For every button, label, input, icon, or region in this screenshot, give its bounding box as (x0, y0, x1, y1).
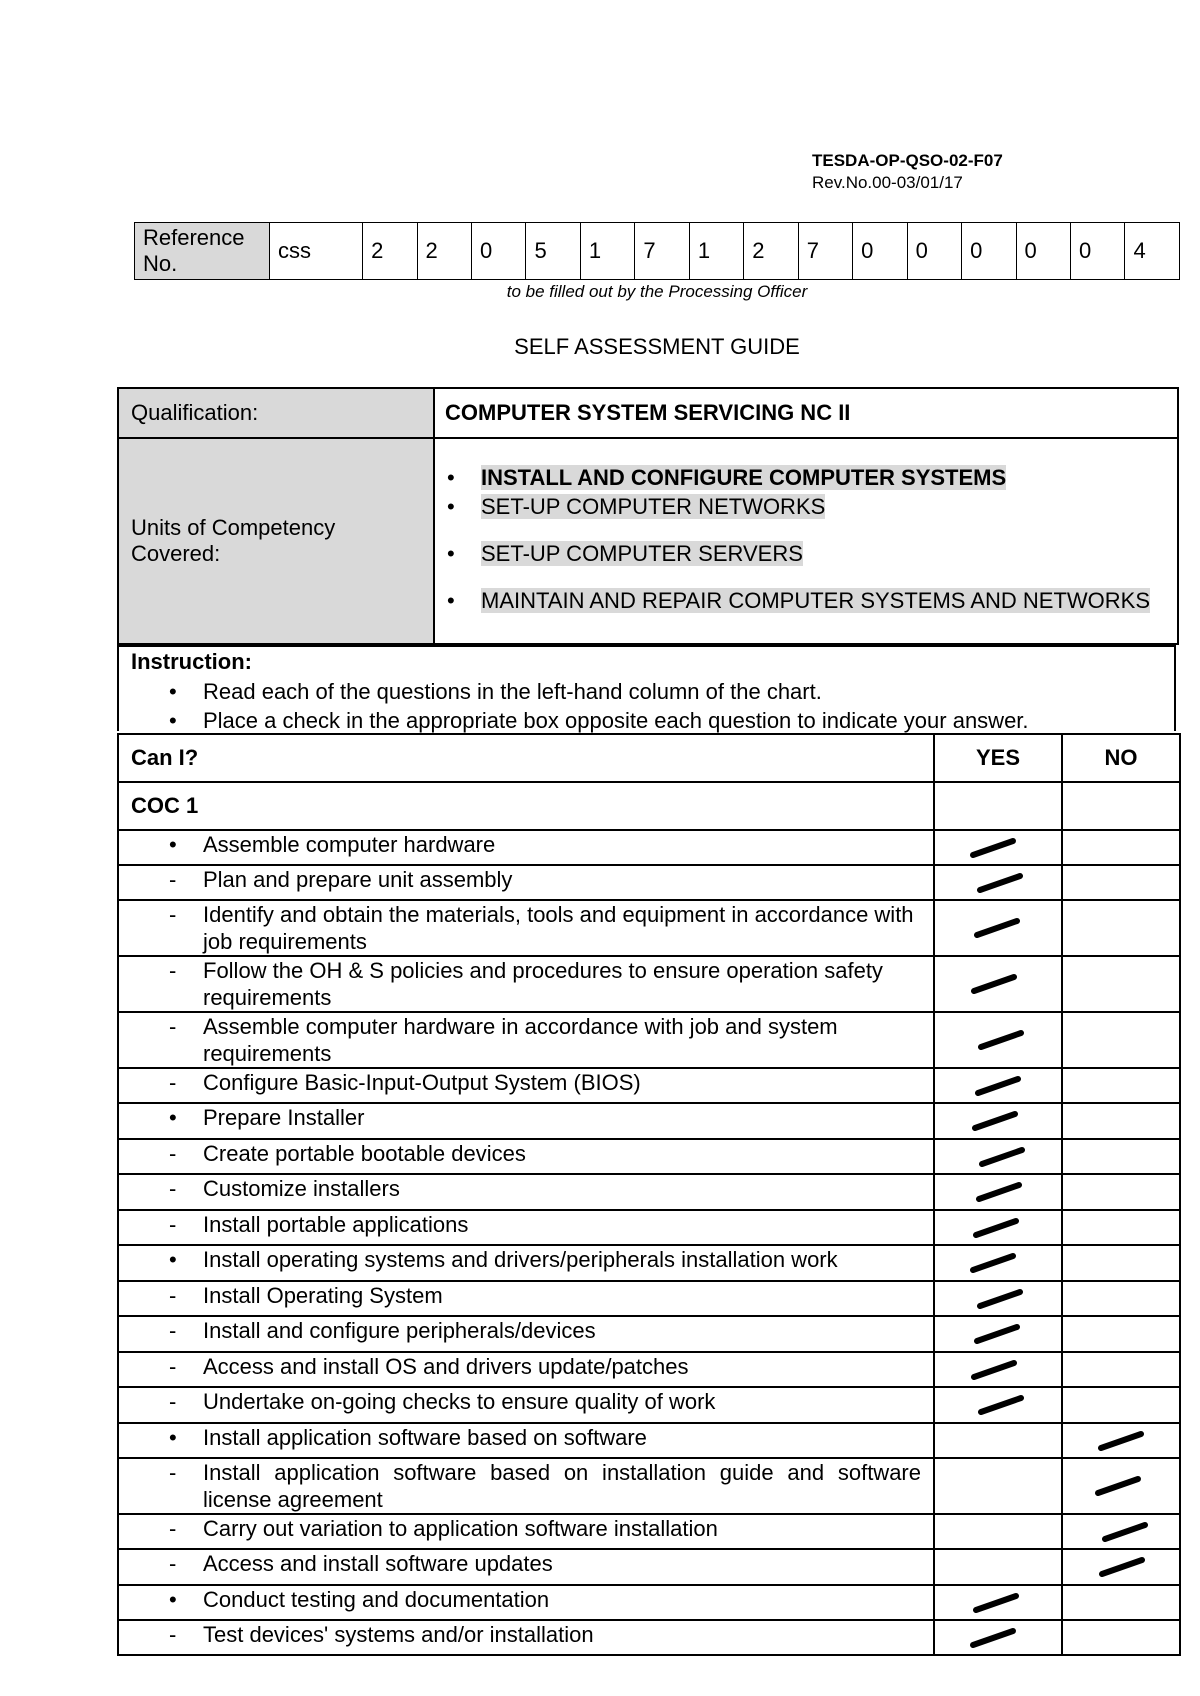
reference-digit-cell: 0 (1070, 223, 1124, 280)
reference-prefix: css (270, 223, 363, 280)
dash-marker: - (169, 1212, 177, 1237)
units-label: Units of Competency Covered: (118, 438, 434, 644)
qualification-value: COMPUTER SYSTEM SERVICING NC II (434, 388, 1178, 438)
dash-marker: - (169, 1141, 177, 1166)
checklist-question-text: Install operating systems and drivers/peripherals installation work (203, 1247, 838, 1272)
checklist-question-text: Identify and obtain the materials, tools and equipment in accordance with job requirements (203, 902, 914, 954)
no-cell[interactable] (1062, 1210, 1180, 1245)
checklist-question-text: Access and install OS and drivers update/patches (203, 1354, 689, 1379)
reference-digit-cell: 2 (363, 223, 417, 280)
column-header-can-i: Can I? (118, 734, 934, 782)
yes-cell[interactable] (934, 1423, 1062, 1458)
checklist-question-text: Install application software based on software (203, 1425, 647, 1450)
no-cell[interactable] (1062, 1387, 1180, 1423)
check-mark-icon (970, 1591, 1022, 1615)
bullet-marker: • (169, 1105, 177, 1130)
revision-number: Rev.No.00-03/01/17 (812, 173, 963, 192)
check-mark-icon (1096, 1555, 1148, 1579)
yes-cell[interactable] (934, 1585, 1062, 1620)
checklist-row (118, 1620, 1180, 1655)
dash-marker: - (169, 1516, 177, 1541)
yes-cell[interactable] (934, 1620, 1062, 1655)
checklist-question-text: Access and install software updates (203, 1551, 553, 1576)
checklist-question (118, 1458, 934, 1514)
unit-item: • MAINTAIN AND REPAIR COMPUTER SYSTEMS AND NETWORKS (447, 588, 1151, 613)
no-cell[interactable] (1062, 1352, 1180, 1387)
column-header-yes: YES (934, 734, 1062, 782)
checklist-question (118, 1514, 934, 1549)
yes-cell[interactable] (934, 1210, 1062, 1245)
units-cell (434, 438, 1178, 644)
checklist-row (118, 1423, 1180, 1458)
checklist-question (118, 1245, 934, 1281)
checklist-row (118, 1316, 1180, 1352)
checklist-question (118, 1012, 934, 1068)
column-header-no: NO (1062, 734, 1180, 782)
checklist-row (118, 956, 1180, 1012)
no-cell[interactable] (1062, 865, 1180, 900)
checklist-question (118, 1210, 934, 1245)
checklist-row (118, 1245, 1180, 1281)
checklist-question-text: Prepare Installer (203, 1105, 365, 1130)
unit-item: • INSTALL AND CONFIGURE COMPUTER SYSTEMS (447, 465, 1007, 490)
no-cell[interactable] (1062, 830, 1180, 865)
check-mark-icon (971, 1322, 1023, 1346)
no-cell[interactable] (1062, 1585, 1180, 1620)
yes-cell[interactable] (934, 1245, 1062, 1281)
checklist-question-text: Customize installers (203, 1176, 400, 1201)
checklist-row (118, 1281, 1180, 1316)
reference-digit-cell: 5 (526, 223, 580, 280)
check-mark-icon (967, 1251, 1019, 1275)
check-mark-icon (969, 1109, 1021, 1133)
form-header (812, 150, 1003, 194)
yes-cell[interactable] (934, 830, 1062, 865)
checklist-question (118, 1423, 934, 1458)
bullet-marker: • (169, 1247, 177, 1272)
checklist-question-text: Undertake on-going checks to ensure quality of work (203, 1389, 716, 1414)
dash-marker: - (169, 1460, 177, 1485)
no-cell[interactable] (1062, 900, 1180, 956)
checklist-row (118, 1174, 1180, 1210)
checklist-question (118, 1068, 934, 1103)
no-cell[interactable] (1062, 1316, 1180, 1352)
form-code: TESDA-OP-QSO-02-F07 (812, 151, 1003, 170)
check-mark-icon (967, 1626, 1019, 1650)
reference-digit-cell: 7 (635, 223, 689, 280)
qualification-table (117, 387, 1179, 645)
checklist-question (118, 1139, 934, 1174)
reference-digit-cell: 0 (962, 223, 1016, 280)
checklist-question-text: Carry out variation to application software installation (203, 1516, 718, 1541)
self-assessment-checklist (117, 733, 1181, 1656)
check-mark-icon (974, 1287, 1026, 1311)
yes-cell[interactable] (934, 956, 1062, 1012)
yes-cell[interactable] (934, 1458, 1062, 1514)
checklist-question (118, 865, 934, 900)
instruction-item: • Place a check in the appropriate box opposite each question to indicate your answer. (169, 708, 1029, 733)
yes-cell[interactable] (934, 782, 1062, 830)
bullet-marker: • (169, 1425, 177, 1450)
reference-digit-cell: 1 (580, 223, 634, 280)
no-cell[interactable] (1062, 1549, 1180, 1585)
checklist-row (118, 1549, 1180, 1585)
no-cell[interactable] (1062, 1068, 1180, 1103)
checklist-row (118, 1103, 1180, 1139)
checklist-question (118, 1620, 934, 1655)
reference-digit-cell: 4 (1125, 223, 1180, 280)
check-mark-icon (975, 1028, 1027, 1052)
yes-cell[interactable] (934, 1139, 1062, 1174)
reference-digit-cell: 2 (744, 223, 798, 280)
yes-cell[interactable] (934, 1514, 1062, 1549)
checklist-question (118, 1585, 934, 1620)
check-mark-icon (976, 1145, 1028, 1169)
reference-digit-cell: 7 (798, 223, 852, 280)
checklist-row (118, 1514, 1180, 1549)
checklist-row (118, 865, 1180, 900)
dash-marker: - (169, 1622, 177, 1647)
checklist-row (118, 1012, 1180, 1068)
checklist-row (118, 1139, 1180, 1174)
checklist-question-text: Install application software based on installation guide and software license agreement (203, 1460, 921, 1512)
checklist-row (118, 1352, 1180, 1387)
dash-marker: - (169, 1176, 177, 1201)
check-mark-icon (968, 972, 1020, 996)
checklist-question-text: Install portable applications (203, 1212, 469, 1237)
no-cell[interactable] (1062, 1139, 1180, 1174)
check-mark-icon (1099, 1520, 1151, 1544)
checklist-question-text: Conduct testing and documentation (203, 1587, 550, 1612)
unit-item: • SET-UP COMPUTER SERVERS (447, 541, 803, 566)
yes-cell[interactable] (934, 1549, 1062, 1585)
checklist-question (118, 1103, 934, 1139)
units-list (445, 459, 1167, 623)
yes-cell[interactable] (934, 1352, 1062, 1387)
reference-number-table (134, 222, 1180, 280)
yes-cell[interactable] (934, 1387, 1062, 1423)
checklist-header-row (118, 734, 1180, 782)
checklist-row (118, 1068, 1180, 1103)
checklist-question (118, 1281, 934, 1316)
checklist-question (118, 830, 934, 865)
instruction-list (131, 677, 1162, 735)
check-mark-icon (975, 1393, 1027, 1417)
checklist-row (118, 1585, 1180, 1620)
instruction-title: Instruction: (131, 649, 252, 674)
checklist-question-text: Create portable bootable devices (203, 1141, 526, 1166)
dash-marker: - (169, 1389, 177, 1414)
yes-cell[interactable] (934, 1068, 1062, 1103)
section-label: COC 1 (118, 782, 934, 830)
check-mark-icon (1095, 1429, 1147, 1453)
check-mark-icon (1092, 1474, 1144, 1498)
check-mark-icon (971, 916, 1023, 940)
no-cell[interactable] (1062, 1174, 1180, 1210)
yes-cell[interactable] (934, 1281, 1062, 1316)
bullet-marker: • (169, 1587, 177, 1612)
dash-marker: - (169, 867, 177, 892)
check-mark-icon (968, 1358, 1020, 1382)
no-cell[interactable] (1062, 956, 1180, 1012)
no-cell[interactable] (1062, 782, 1180, 830)
reference-digit-cell: 1 (689, 223, 743, 280)
yes-cell[interactable] (934, 1316, 1062, 1352)
checklist-question-text: Configure Basic-Input-Output System (BIOS) (203, 1070, 641, 1095)
checklist-question-text: Assemble computer hardware (203, 832, 496, 857)
checklist-row (118, 1387, 1180, 1423)
no-cell[interactable] (1062, 1245, 1180, 1281)
dash-marker: - (169, 958, 177, 983)
checklist-row (118, 1458, 1180, 1514)
no-cell[interactable] (1062, 1103, 1180, 1139)
yes-cell[interactable] (934, 865, 1062, 900)
check-mark-icon (973, 1180, 1025, 1204)
processing-officer-note: to be filled out by the Processing Officer (506, 282, 808, 301)
yes-cell[interactable] (934, 1103, 1062, 1139)
dash-marker: - (169, 1283, 177, 1308)
reference-digit-cell: 2 (417, 223, 471, 280)
no-cell[interactable] (1062, 1423, 1180, 1458)
dash-marker: - (169, 1354, 177, 1379)
dash-marker: - (169, 1070, 177, 1095)
check-mark-icon (967, 836, 1019, 860)
checklist-question (118, 1549, 934, 1585)
checklist-question (118, 1316, 934, 1352)
checklist-row (118, 1210, 1180, 1245)
checklist-question (118, 1352, 934, 1387)
unit-item: • SET-UP COMPUTER NETWORKS (447, 494, 826, 519)
checklist-row (118, 830, 1180, 865)
checklist-question (118, 1174, 934, 1210)
check-mark-icon (970, 1216, 1022, 1240)
checklist-question (118, 1387, 934, 1423)
reference-digit-cell: 0 (1016, 223, 1070, 280)
dash-marker: - (169, 1551, 177, 1576)
checklist-question-text: Install Operating System (203, 1283, 443, 1308)
reference-digit-cell: 0 (853, 223, 907, 280)
no-cell[interactable] (1062, 1012, 1180, 1068)
section-row (118, 782, 1180, 830)
checklist-question (118, 900, 934, 956)
check-mark-icon (972, 1074, 1024, 1098)
no-cell[interactable] (1062, 1620, 1180, 1655)
reference-digit-cell: 0 (472, 223, 526, 280)
check-mark-icon (974, 871, 1026, 895)
reference-digit-cell: 0 (907, 223, 961, 280)
reference-label: Reference No. (135, 223, 270, 280)
instruction-item: • Read each of the questions in the left-hand column of the chart. (169, 679, 822, 704)
qualification-label: Qualification: (118, 388, 434, 438)
dash-marker: - (169, 1014, 177, 1039)
dash-marker: - (169, 902, 177, 927)
dash-marker: - (169, 1318, 177, 1343)
checklist-question-text: Assemble computer hardware in accordance with job and system requirements (203, 1014, 838, 1066)
yes-cell[interactable] (934, 1012, 1062, 1068)
yes-cell[interactable] (934, 1174, 1062, 1210)
checklist-question (118, 956, 934, 1012)
document-title: SELF ASSESSMENT GUIDE (514, 334, 800, 359)
no-cell[interactable] (1062, 1458, 1180, 1514)
checklist-row (118, 900, 1180, 956)
checklist-question-text: Test devices' systems and/or installation (203, 1622, 594, 1647)
checklist-question-text: Install and configure peripherals/devices (203, 1318, 596, 1343)
bullet-marker: • (169, 832, 177, 857)
checklist-question-text: Follow the OH & S policies and procedures to ensure operation safety requirements (203, 958, 883, 1010)
checklist-question-text: Plan and prepare unit assembly (203, 867, 513, 892)
instruction-box (117, 645, 1176, 731)
no-cell[interactable] (1062, 1281, 1180, 1316)
yes-cell[interactable] (934, 900, 1062, 956)
no-cell[interactable] (1062, 1514, 1180, 1549)
